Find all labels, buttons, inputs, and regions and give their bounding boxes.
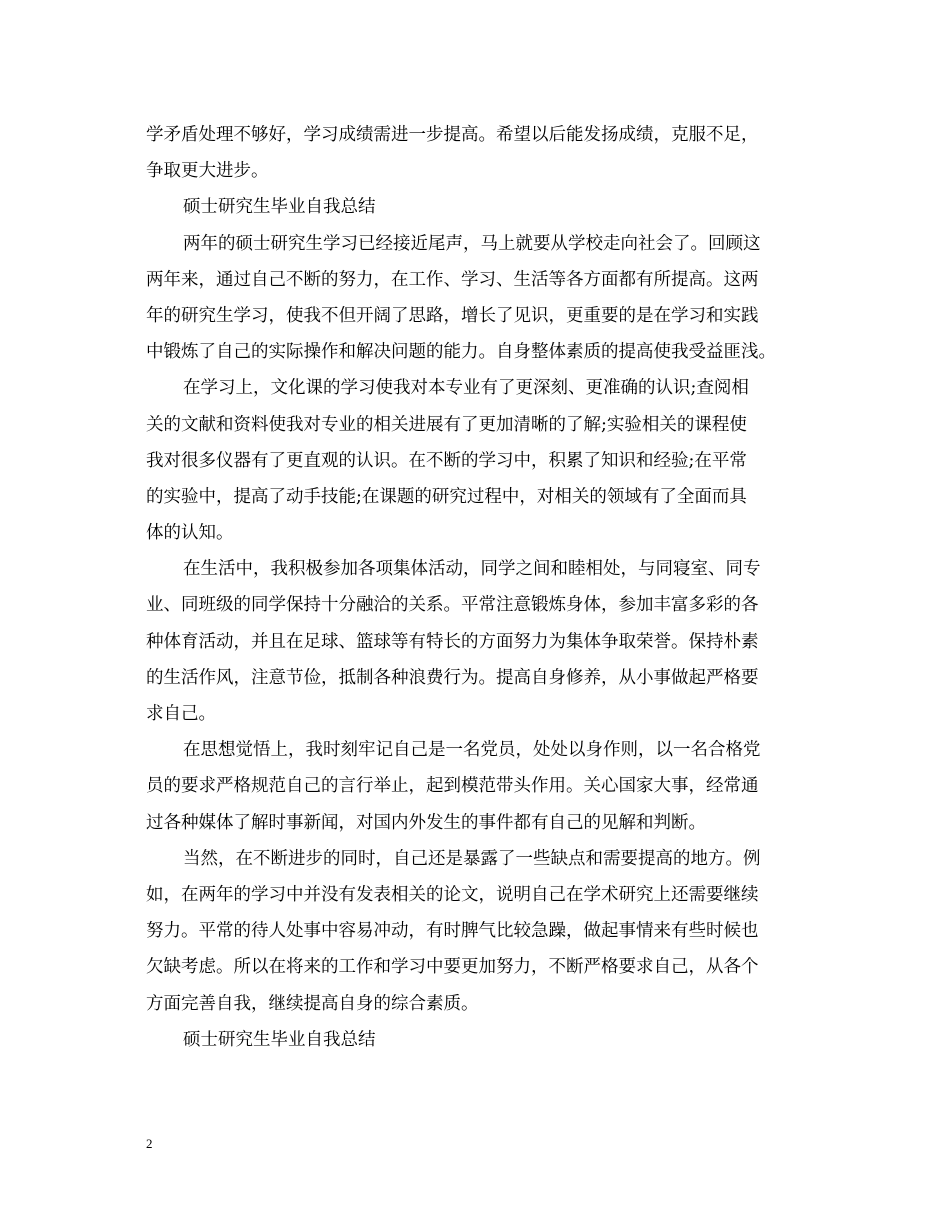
text-line: 欠缺考虑。所以在将来的工作和学习中要更加努力，不断严格要求自己，从各个 (146, 957, 759, 978)
text-line: 种体育活动，并且在足球、篮球等有特长的方面努力为集体争取荣誉。保持朴素 (146, 631, 759, 652)
text-line: 业、同班级的同学保持十分融洽的关系。平常注意锻炼身体，参加丰富多彩的各 (146, 595, 759, 616)
text-line: 两年的硕士研究生学习已经接近尾声，马上就要从学校走向社会了。回顾这 (183, 233, 761, 254)
text-line: 如，在两年的学习中并没有发表相关的论文，说明自己在学术研究上还需要继续 (146, 884, 759, 905)
text-line: 硕士研究生毕业自我总结 (183, 197, 376, 218)
text-line: 在思想觉悟上，我时刻牢记自己是一名党员，处处以身作则，以一名合格党 (183, 740, 761, 761)
text-line: 在学习上，文化课的学习使我对本专业有了更深刻、更准确的认识;查阅相 (183, 378, 749, 399)
text-line: 硕士研究生毕业自我总结 (183, 1029, 376, 1050)
text-line: 体的认知。 (146, 523, 234, 544)
text-line: 当然，在不断进步的同时，自己还是暴露了一些缺点和需要提高的地方。例 (183, 848, 761, 869)
text-line: 两年来，通过自己不断的努力，在工作、学习、生活等各方面都有所提高。这两 (146, 269, 759, 290)
text-line: 争取更大进步。 (146, 161, 269, 182)
text-line: 过各种媒体了解时事新闻，对国内外发生的事件都有自己的见解和判断。 (146, 812, 706, 833)
text-line: 在生活中，我积极参加各项集体活动，同学之间和睦相处，与同寝室、同专 (183, 559, 761, 580)
text-line: 员的要求严格规范自己的言行举止，起到模范带头作用。关心国家大事，经常通 (146, 776, 759, 797)
page-number: 2 (146, 1136, 153, 1151)
text-line: 学矛盾处理不够好，学习成绩需进一步提高。希望以后能发扬成绩，克服不足， (146, 125, 759, 145)
text-line: 的生活作风，注意节俭，抵制各种浪费行为。提高自身修养，从小事做起严格要 (146, 667, 759, 688)
text-line: 求自己。 (146, 704, 216, 724)
text-line: 努力。平常的待人处事中容易冲动，有时脾气比较急躁，做起事情来有些时候也 (146, 921, 759, 942)
text-line: 的实验中，提高了动手技能;在课题的研究过程中，对相关的领域有了全面而具 (146, 486, 747, 507)
text-line: 中锻炼了自己的实际操作和解决问题的能力。自身整体素质的提高使我受益匪浅。 (146, 342, 776, 363)
text-line: 方面完善自我，继续提高自身的综合素质。 (146, 993, 479, 1014)
text-line: 关的文献和资料使我对专业的相关进展有了更加清晰的了解;实验相关的课程使 (146, 414, 747, 435)
text-line: 我对很多仪器有了更直观的认识。在不断的学习中，积累了知识和经验;在平常 (146, 450, 747, 471)
text-line: 年的研究生学习，使我不但开阔了思路，增长了见识，更重要的是在学习和实践 (146, 305, 759, 326)
document-body (146, 117, 806, 1058)
